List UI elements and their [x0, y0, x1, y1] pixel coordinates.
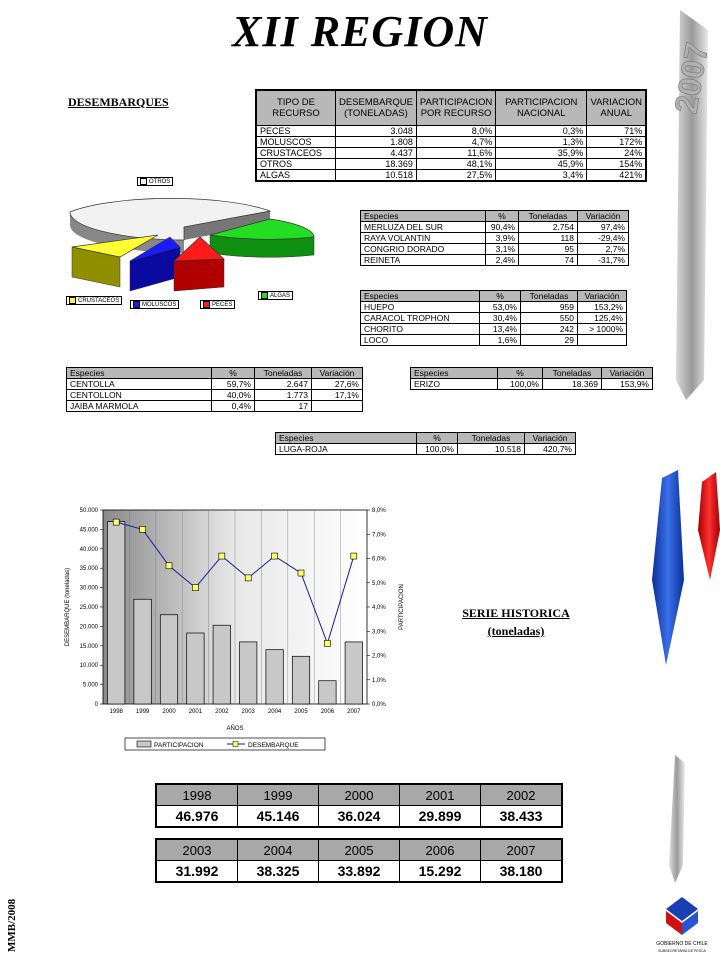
cell: 40,0% — [212, 390, 255, 401]
y2-axis-label: PARTICIPACION — [399, 584, 405, 630]
desembarques-label: DESEMBARQUES — [68, 95, 169, 109]
cell: HUEPO — [361, 302, 480, 313]
cell: CARACOL TROPHON — [361, 313, 480, 324]
y2-tick-label: 1,0% — [372, 677, 386, 684]
cell: 27,6% — [312, 379, 363, 390]
col-header: Especies — [361, 211, 486, 222]
year-cell: 2002 — [481, 784, 563, 806]
cell: 118 — [519, 233, 578, 244]
historic-series-chart — [55, 500, 405, 755]
decorative-shapes — [640, 470, 720, 670]
decorative-grey-shape — [655, 755, 695, 885]
year-cell: 2000 — [319, 784, 400, 806]
table-row — [361, 244, 629, 255]
cell: 3,4% — [496, 170, 587, 182]
y2-tick-label: 5,0% — [372, 580, 386, 587]
y-tick-label: 15.000 — [79, 643, 98, 650]
legend-label: CRUSTACEOS — [78, 298, 120, 305]
cell: 1.808 — [336, 137, 417, 148]
page-title: XII REGION — [232, 7, 488, 56]
year-cell: 2001 — [400, 784, 481, 806]
cell: CENTOLLA — [67, 379, 212, 390]
bar-1999 — [134, 599, 151, 704]
col-header: Especies — [276, 433, 417, 444]
peces-species-table — [360, 210, 629, 266]
cell: 1,3% — [496, 137, 587, 148]
x-tick-label: 1998 — [109, 709, 123, 715]
y2-tick-label: 7,0% — [372, 532, 386, 539]
cell: 154% — [587, 159, 647, 170]
cell: 1,6% — [480, 335, 521, 346]
col-header: PARTICIPACION NACIONAL — [496, 90, 587, 126]
y2-tick-label: 3,0% — [372, 629, 386, 636]
legend-moluscos — [130, 300, 179, 309]
line-marker-2007 — [351, 553, 357, 559]
cell: 18.369 — [336, 159, 417, 170]
bar-2006 — [319, 681, 336, 704]
table-row — [361, 324, 627, 335]
year-cell: 1999 — [238, 784, 319, 806]
col-header: % — [480, 291, 521, 302]
table-row — [67, 390, 363, 401]
gobierno-logo — [652, 895, 712, 957]
x-tick-label: 1999 — [135, 709, 150, 715]
x-tick-label: 2007 — [347, 709, 361, 715]
line-marker-2000 — [166, 563, 172, 569]
cell: 420,7% — [525, 444, 576, 455]
value-cell: 38.433 — [481, 806, 563, 828]
cell: RAYA VOLANTIN — [361, 233, 486, 244]
value-cell: 36.024 — [319, 806, 400, 828]
table-row — [276, 444, 576, 455]
value-cell: 38.325 — [238, 861, 319, 883]
bar-2007 — [345, 642, 362, 704]
table-row — [256, 148, 646, 159]
cell: LUGA-ROJA — [276, 444, 417, 455]
legend-label-desembarque: DESEMBARQUE — [248, 742, 299, 749]
cell: 4,7% — [416, 137, 495, 148]
legend-algas — [258, 291, 293, 300]
moluscos-species-table — [360, 290, 627, 346]
col-header: Toneladas — [458, 433, 525, 444]
cell: 29 — [521, 335, 578, 346]
cell: 48,1% — [416, 159, 495, 170]
cell: JAIBA MARMOLA — [67, 401, 212, 412]
col-header: % — [212, 368, 255, 379]
cell: 13,4% — [480, 324, 521, 335]
line-marker-2003 — [245, 575, 251, 581]
col-header: TIPO DE RECURSO — [256, 90, 336, 126]
cell: REINETA — [361, 255, 486, 266]
cell: CHORITO — [361, 324, 480, 335]
table-row — [361, 302, 627, 313]
legend-swatch-marker — [233, 742, 238, 747]
cell: 59,7% — [212, 379, 255, 390]
year-cell: 2006 — [400, 839, 481, 861]
crustaceos-species-table — [66, 367, 363, 412]
cell: OTROS — [256, 159, 336, 170]
cell: 100,0% — [417, 444, 458, 455]
cell: 550 — [521, 313, 578, 324]
table-row — [361, 222, 629, 233]
legend-label-participacion: PARTICIPACION — [154, 742, 204, 749]
cell: 30,4% — [480, 313, 521, 324]
legend-peces — [200, 300, 235, 309]
year-badge-graphic — [660, 10, 720, 400]
year-cell: 2004 — [238, 839, 319, 861]
line-marker-2005 — [298, 570, 304, 576]
col-header: VARIACION ANUAL — [587, 90, 647, 126]
table-row — [67, 379, 363, 390]
cell: 153,2% — [578, 302, 627, 313]
legend-swatch — [133, 301, 140, 308]
y-tick-label: 10.000 — [79, 663, 98, 670]
cell: 97,4% — [578, 222, 629, 233]
bar-2004 — [266, 650, 283, 704]
line-marker-2002 — [219, 553, 225, 559]
cell: 27,5% — [416, 170, 495, 182]
col-header: Toneladas — [519, 211, 578, 222]
years-table-1998-2002 — [155, 783, 563, 828]
col-header: Variación — [578, 211, 629, 222]
cell: 4.437 — [336, 148, 417, 159]
cell: 153,9% — [602, 379, 653, 390]
table-row — [361, 233, 629, 244]
col-header: Variación — [312, 368, 363, 379]
x-axis-label: AÑOS — [226, 726, 244, 732]
value-cell: 38.180 — [481, 861, 563, 883]
years-table-2003-2007 — [155, 838, 563, 883]
table-row — [361, 255, 629, 266]
serie-historica-subtitle: (toneladas) — [487, 624, 545, 638]
serie-historica-title: SERIE HISTORICA — [462, 606, 570, 620]
x-tick-label: 2004 — [267, 709, 282, 715]
bar-2002 — [213, 625, 230, 704]
y2-tick-label: 6,0% — [372, 556, 386, 563]
side-credit-text: MMB/2008 — [6, 898, 18, 952]
cell: -31,7% — [578, 255, 629, 266]
cell: 18.369 — [543, 379, 602, 390]
year-cell: 2003 — [156, 839, 238, 861]
cell: CRUSTACEOS — [256, 148, 336, 159]
line-marker-2006 — [324, 640, 330, 646]
cell: 17,1% — [312, 390, 363, 401]
col-header: Variación — [578, 291, 627, 302]
table-row — [361, 313, 627, 324]
cell: 421% — [587, 170, 647, 182]
y-tick-label: 30.000 — [79, 585, 98, 592]
value-cell: 33.892 — [319, 861, 400, 883]
col-header: Toneladas — [255, 368, 312, 379]
col-header: Variación — [525, 433, 576, 444]
cell: CENTOLLON — [67, 390, 212, 401]
cell: 17 — [255, 401, 312, 412]
cell: 11,6% — [416, 148, 495, 159]
legend-label: OTROS — [149, 179, 171, 186]
y2-tick-label: 8,0% — [372, 508, 386, 514]
legend-label: ALGAS — [270, 293, 291, 300]
y-tick-label: 45.000 — [79, 527, 98, 534]
col-header: Especies — [411, 368, 498, 379]
logo-line2: SUBSECRETARIA DE PESCA — [658, 949, 706, 953]
cell: MERLUZA DEL SUR — [361, 222, 486, 233]
col-header: Variación — [602, 368, 653, 379]
cell: 0,4% — [212, 401, 255, 412]
cell: 8,0% — [416, 126, 495, 137]
legend-label: PECES — [212, 302, 233, 309]
cell: 10.518 — [458, 444, 525, 455]
value-cell: 29.899 — [400, 806, 481, 828]
cell: ERIZO — [411, 379, 498, 390]
otros-species-table — [410, 367, 653, 390]
cell: LOCO — [361, 335, 480, 346]
cell: 3,1% — [486, 244, 519, 255]
main-resource-table — [255, 89, 647, 182]
y-tick-label: 35.000 — [79, 566, 98, 573]
cell: PECES — [256, 126, 336, 137]
cell: 0,3% — [496, 126, 587, 137]
legend-swatch — [69, 297, 76, 304]
resource-pie-chart — [62, 175, 337, 315]
value-cell: 46.976 — [156, 806, 238, 828]
y-tick-label: 20.000 — [79, 624, 98, 631]
cell: 3.048 — [336, 126, 417, 137]
bar-2001 — [187, 633, 204, 704]
line-marker-1999 — [140, 526, 146, 532]
table-row — [67, 401, 363, 412]
y2-tick-label: 0,0% — [372, 702, 386, 708]
legend-otros — [137, 177, 173, 186]
col-header: % — [486, 211, 519, 222]
y-axis-label: DESEMBARQUE (toneladas) — [65, 567, 71, 647]
x-tick-label: 2002 — [215, 709, 229, 715]
table-row — [411, 379, 653, 390]
cell: 53,0% — [480, 302, 521, 313]
cell: 95 — [519, 244, 578, 255]
col-header: % — [498, 368, 543, 379]
y2-tick-label: 2,0% — [372, 653, 386, 660]
cell: > 1000% — [578, 324, 627, 335]
col-header: % — [417, 433, 458, 444]
y-tick-label: 40.000 — [79, 546, 98, 553]
col-header: Especies — [361, 291, 480, 302]
y-tick-label: 5.000 — [82, 682, 98, 689]
y-tick-label: 50.000 — [79, 508, 98, 514]
bar-2005 — [292, 656, 309, 704]
algas-species-table — [275, 432, 576, 455]
table-row — [256, 126, 646, 137]
cell: 172% — [587, 137, 647, 148]
col-header: Especies — [67, 368, 212, 379]
legend-swatch — [203, 301, 210, 308]
cell: 100,0% — [498, 379, 543, 390]
bar-1998 — [107, 522, 124, 704]
col-header: DESEMBARQUE (TONELADAS) — [336, 90, 417, 126]
bar-2000 — [160, 615, 177, 704]
y-tick-label: 0 — [94, 702, 98, 708]
cell: 125,4% — [578, 313, 627, 324]
y-tick-label: 25.000 — [79, 605, 98, 611]
y2-tick-label: 4,0% — [372, 605, 386, 611]
legend-label: MOLUSCOS — [142, 302, 177, 309]
cell: 90,4% — [486, 222, 519, 233]
cell: CONGRIO DORADO — [361, 244, 486, 255]
table-row — [256, 159, 646, 170]
line-marker-1998 — [113, 519, 119, 525]
cell: 71% — [587, 126, 647, 137]
cell: 959 — [521, 302, 578, 313]
x-tick-label: 2001 — [188, 709, 203, 715]
cell: 3,9% — [486, 233, 519, 244]
bar-2003 — [239, 642, 256, 704]
logo-line1: GOBIERNO DE CHILE — [656, 941, 708, 947]
legend-swatch — [140, 178, 147, 185]
cell: 2.754 — [519, 222, 578, 233]
cell: ALGAS — [256, 170, 336, 182]
cell: 24% — [587, 148, 647, 159]
year-cell: 1998 — [156, 784, 238, 806]
legend-swatch — [261, 292, 268, 299]
legend-crustaceos — [66, 296, 122, 305]
year-cell: 2007 — [481, 839, 563, 861]
line-marker-2004 — [272, 553, 278, 559]
cell: -29,4% — [578, 233, 629, 244]
value-cell: 31.992 — [156, 861, 238, 883]
cell: 35,9% — [496, 148, 587, 159]
col-header: Toneladas — [521, 291, 578, 302]
cell — [312, 401, 363, 412]
x-tick-label: 2003 — [241, 709, 255, 715]
legend-swatch-bar — [137, 741, 151, 747]
table-row — [256, 137, 646, 148]
cell: 242 — [521, 324, 578, 335]
cell: 10.518 — [336, 170, 417, 182]
cell: 2,7% — [578, 244, 629, 255]
cell: 74 — [519, 255, 578, 266]
cell — [578, 335, 627, 346]
table-row — [361, 335, 627, 346]
value-cell: 15.292 — [400, 861, 481, 883]
cell: 45,9% — [496, 159, 587, 170]
cell: 1.773 — [255, 390, 312, 401]
cell: 2,4% — [486, 255, 519, 266]
year-cell: 2005 — [319, 839, 400, 861]
year-badge-text: 2007 — [667, 39, 716, 117]
x-tick-label: 2006 — [320, 709, 335, 715]
col-header: PARTICIPACION POR RECURSO — [416, 90, 495, 126]
x-tick-label: 2005 — [294, 709, 308, 715]
col-header: Toneladas — [543, 368, 602, 379]
side-credit — [6, 880, 22, 950]
line-marker-2001 — [192, 585, 198, 591]
value-cell: 45.146 — [238, 806, 319, 828]
cell: MOLUSCOS — [256, 137, 336, 148]
cell: 2.647 — [255, 379, 312, 390]
x-tick-label: 2000 — [162, 709, 176, 715]
